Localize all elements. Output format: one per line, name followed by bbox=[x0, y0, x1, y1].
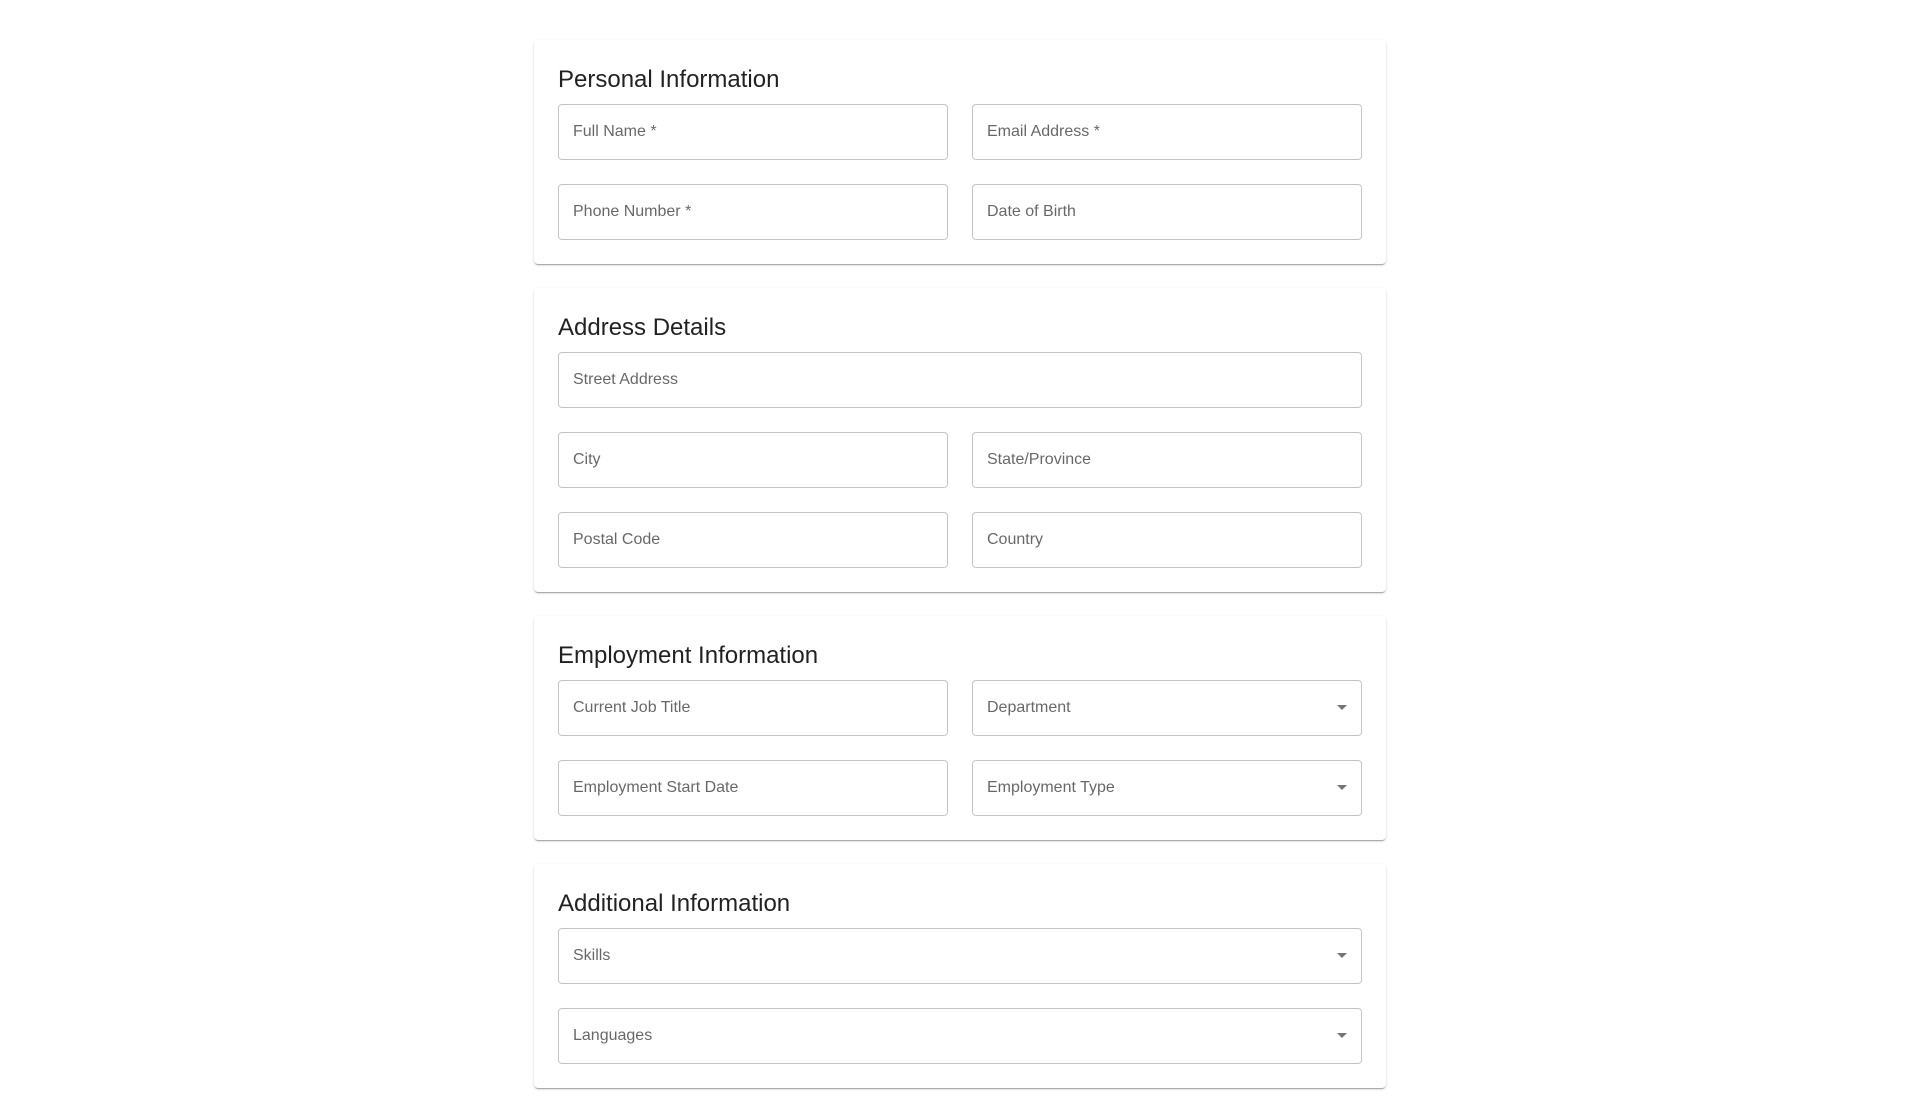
full-name-field[interactable] bbox=[558, 104, 948, 160]
field-label: Department bbox=[987, 699, 1071, 716]
field-label: Street Address bbox=[573, 371, 678, 388]
field-label: Current Job Title bbox=[573, 699, 691, 716]
country-field[interactable] bbox=[972, 512, 1362, 568]
field-label: Phone Number * bbox=[573, 203, 692, 220]
phone-number-field[interactable] bbox=[558, 184, 948, 240]
field-label: Employment Start Date bbox=[573, 779, 739, 796]
email-address-field[interactable] bbox=[972, 104, 1362, 160]
arrow-drop-down-icon[interactable] bbox=[1337, 705, 1347, 710]
city-field[interactable] bbox=[558, 432, 948, 488]
field-label: Date of Birth bbox=[987, 203, 1076, 220]
state-province-field[interactable] bbox=[972, 432, 1362, 488]
languages-select[interactable] bbox=[558, 1008, 1362, 1064]
section-title: Employment Information bbox=[558, 642, 819, 669]
employment-start-date-field[interactable] bbox=[558, 760, 948, 816]
postal-code-field[interactable] bbox=[558, 512, 948, 568]
field-label: Employment Type bbox=[987, 779, 1115, 796]
section-title: Address Details bbox=[558, 314, 727, 341]
field-label: Full Name * bbox=[573, 123, 657, 140]
field-label: Country bbox=[987, 531, 1044, 548]
field-label: Postal Code bbox=[573, 531, 661, 548]
field-label: State/Province bbox=[987, 451, 1092, 468]
arrow-drop-down-icon[interactable] bbox=[1337, 785, 1347, 790]
date-of-birth-field[interactable] bbox=[972, 184, 1362, 240]
employment-type-select[interactable] bbox=[972, 760, 1362, 816]
street-address-field[interactable] bbox=[558, 352, 1362, 408]
field-label: Email Address * bbox=[987, 123, 1100, 140]
employment-information-card bbox=[534, 616, 1386, 840]
current-job-title-field[interactable] bbox=[558, 680, 948, 736]
field-label: Languages bbox=[573, 1027, 653, 1044]
section-title: Personal Information bbox=[558, 66, 780, 93]
field-label: City bbox=[573, 451, 601, 468]
employee-form bbox=[534, 40, 1386, 1112]
arrow-drop-down-icon[interactable] bbox=[1337, 953, 1347, 958]
additional-information-card bbox=[534, 864, 1386, 1088]
field-label: Skills bbox=[573, 947, 611, 964]
address-details-card bbox=[534, 288, 1386, 592]
arrow-drop-down-icon[interactable] bbox=[1337, 1033, 1347, 1038]
section-title: Additional Information bbox=[558, 890, 791, 917]
skills-select[interactable] bbox=[558, 928, 1362, 984]
personal-information-card bbox=[534, 40, 1386, 264]
department-select[interactable] bbox=[972, 680, 1362, 736]
